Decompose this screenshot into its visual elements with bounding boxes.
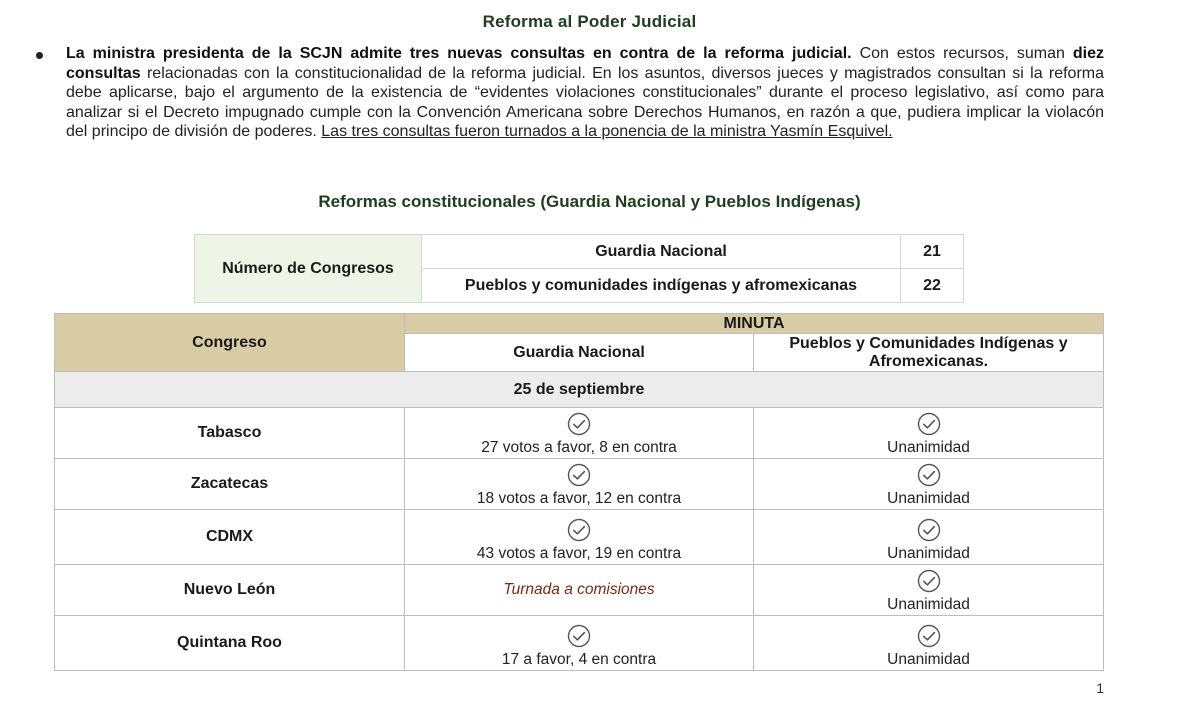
table-row [55,459,1104,510]
state-name: CDMX [55,510,405,565]
checkmark-circle-icon [567,463,591,487]
header-minuta: MINUTA [405,314,1104,334]
checkmark-circle-icon [917,624,941,648]
summary-name: Pueblos y comunidades indígenas y afromexicanas [422,269,901,303]
paragraph-bold-count: diez consultas [66,45,1105,82]
paragraph-bold-lead: La ministra presidenta de la SCJN admite tres nuevas consultas en contra de la reforma judicial. [66,45,852,62]
guardia-nacional-cell [405,616,754,671]
pueblos-indigenas-cell [754,408,1104,459]
table-row [55,565,1104,616]
vote-result: Unanimidad [887,651,970,668]
document-title: Reforma al Poder Judicial [482,12,697,31]
summary-label: Número de Congresos [195,235,422,303]
page-number: 1 [1096,680,1104,696]
vote-result: 18 votos a favor, 12 en contra [476,490,682,507]
vote-result: Turnada a comisiones [503,581,655,598]
checkmark-circle-icon [567,624,591,648]
state-name: Quintana Roo [55,616,405,671]
header-pueblos-indigenas: Pueblos y Comunidades Indígenas y Afromexicanas. [754,334,1104,372]
checkmark-circle-icon [917,463,941,487]
section-subtitle: Reformas constitucionales (Guardia Nacional y Pueblos Indígenas) [318,192,861,211]
vote-result: 27 votos a favor, 8 en contra [481,439,677,456]
checkmark-circle-icon [917,412,941,436]
vote-result: Unanimidad [887,490,970,507]
summary-name: Guardia Nacional [422,235,901,269]
checkmark-circle-icon [917,518,941,542]
checkmark-circle-icon [567,518,591,542]
guardia-nacional-cell [405,510,754,565]
summary-table [194,234,964,303]
vote-result: Unanimidad [887,596,970,613]
pueblos-indigenas-cell [754,510,1104,565]
vote-result: 43 votos a favor, 19 en contra [476,545,682,562]
paragraph-underlined: Las tres consultas fueron turnados a la ponencia de la ministra Yasmín Esquivel. [321,123,893,140]
state-name: Tabasco [55,408,405,459]
bullet-icon [36,52,43,59]
pueblos-indigenas-cell [754,616,1104,671]
summary-count: 21 [901,235,964,269]
guardia-nacional-cell [405,565,754,616]
date-row: 25 de septiembre [55,372,1104,408]
state-name: Zacatecas [55,459,405,510]
state-name: Nuevo León [55,565,405,616]
pueblos-indigenas-cell [754,565,1104,616]
news-paragraph [66,44,1104,142]
table-row [55,510,1104,565]
paragraph-text-2: relacionadas con la constitucionalidad de la reforma judicial. En los asuntos, diversos jueces y magistrados consultan si la reforma debe aplicarse, bajo el argumento de la existencia de “evidentes violaciones constitucionales” durante el proceso legislativo, así como para analizar si el Decreto impugnado cumple con la Convención Americana sobre Derechos Humanos, en razón a que, pudiera implicar la violacón del principo de división de poderes. [66,64,1104,140]
congress-table [54,313,1104,671]
paragraph-text-1: Con estos recursos, suman [851,45,1073,62]
vote-result: Unanimidad [887,545,970,562]
checkmark-circle-icon [567,412,591,436]
vote-result: Unanimidad [887,439,970,456]
guardia-nacional-cell [405,459,754,510]
vote-result: 17 a favor, 4 en contra [501,651,657,668]
table-row [55,616,1104,671]
checkmark-circle-icon [917,569,941,593]
summary-count: 22 [901,269,964,303]
header-guardia-nacional: Guardia Nacional [405,334,754,372]
header-congreso: Congreso [55,314,405,372]
table-row [55,408,1104,459]
guardia-nacional-cell [405,408,754,459]
pueblos-indigenas-cell [754,459,1104,510]
